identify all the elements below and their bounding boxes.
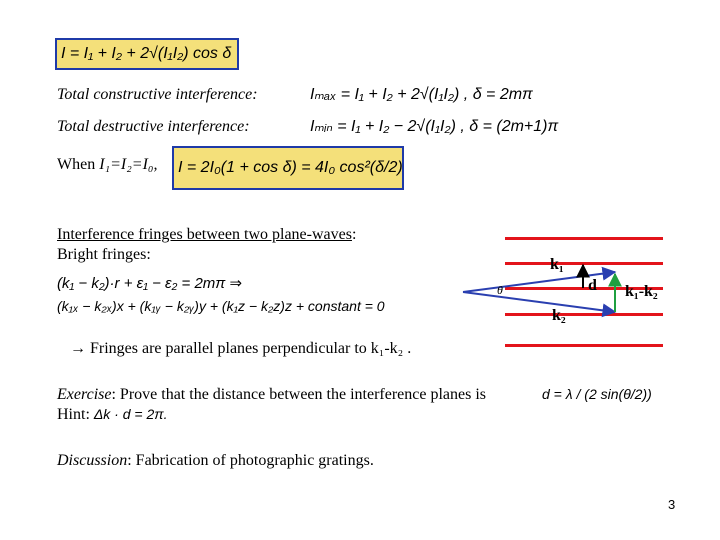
equal-equation-box xyxy=(172,146,404,190)
equal-prefix: When xyxy=(57,156,100,173)
d-label: d xyxy=(588,277,597,294)
bright-fringes-equation-2: (k₁ₓ − k₂ₓ)x + (k₁ᵧ − k₂ᵧ)y + (k₁z − k₂z)z + constant = 0 xyxy=(57,298,385,314)
k1-label: k₁ xyxy=(550,256,564,273)
wave-vector-diagram xyxy=(455,255,635,325)
discussion-label: Discussion xyxy=(57,452,128,469)
hint-equation: Δk · d = 2π. xyxy=(93,406,168,422)
fringes-heading xyxy=(57,226,356,244)
exercise-text: : Prove that the distance between the interference planes is xyxy=(111,386,486,403)
page-number: 3 xyxy=(668,497,676,512)
destructive-equation: Iₘᵢₙ = I₁ + I₂ − 2√(I₁I₂) , δ = (2m+1)π xyxy=(310,118,559,135)
exercise-label: Exercise xyxy=(57,386,112,403)
k2-arrow xyxy=(463,292,615,312)
bright-fringes-label: Bright fringes: xyxy=(57,246,151,263)
k2-label: k₂ xyxy=(552,307,566,324)
fringes-conclusion: → Fringes are parallel planes perpendicular to k₁-k₂ . xyxy=(70,340,412,357)
fringe-plane-1 xyxy=(505,237,663,240)
intensity-equation: I = I₁ + I₂ + 2√(I₁I₂) cos δ xyxy=(61,45,232,62)
exercise-line xyxy=(57,386,486,404)
bright-fringes-equation-1: (k₁ − k₂)·r + ε₁ − ε₂ = 2mπ ⇒ xyxy=(57,275,243,292)
diff-label: k₁-k₂ xyxy=(625,283,658,300)
intensity-equation-box xyxy=(55,38,239,70)
theta-label: θ xyxy=(497,283,503,297)
discussion-line xyxy=(57,452,374,470)
hint-line xyxy=(57,406,168,424)
constructive-equation: Iₘₐₓ = I₁ + I₂ + 2√(I₁I₂) , δ = 2mπ xyxy=(310,86,533,103)
fringe-plane-5 xyxy=(505,344,663,347)
equal-equation: I = 2I₀(1 + cos δ) = 4I₀ cos²(δ/2) xyxy=(178,159,403,176)
exercise-formula: d = λ / (2 sin(θ/2)) xyxy=(542,386,652,402)
equal-condition: I₁=I₂=I₀, xyxy=(99,156,158,173)
fringes-heading-text: Interference fringes between two plane-waves xyxy=(57,226,352,243)
hint-label: Hint: xyxy=(57,406,90,423)
discussion-text: : Fabrication of photographic gratings. xyxy=(127,452,374,469)
fringes-heading-colon: : xyxy=(351,226,357,243)
equal-intensity-label xyxy=(57,156,157,174)
constructive-label: Total constructive interference: xyxy=(57,86,258,103)
destructive-label: Total destructive interference: xyxy=(57,118,250,135)
